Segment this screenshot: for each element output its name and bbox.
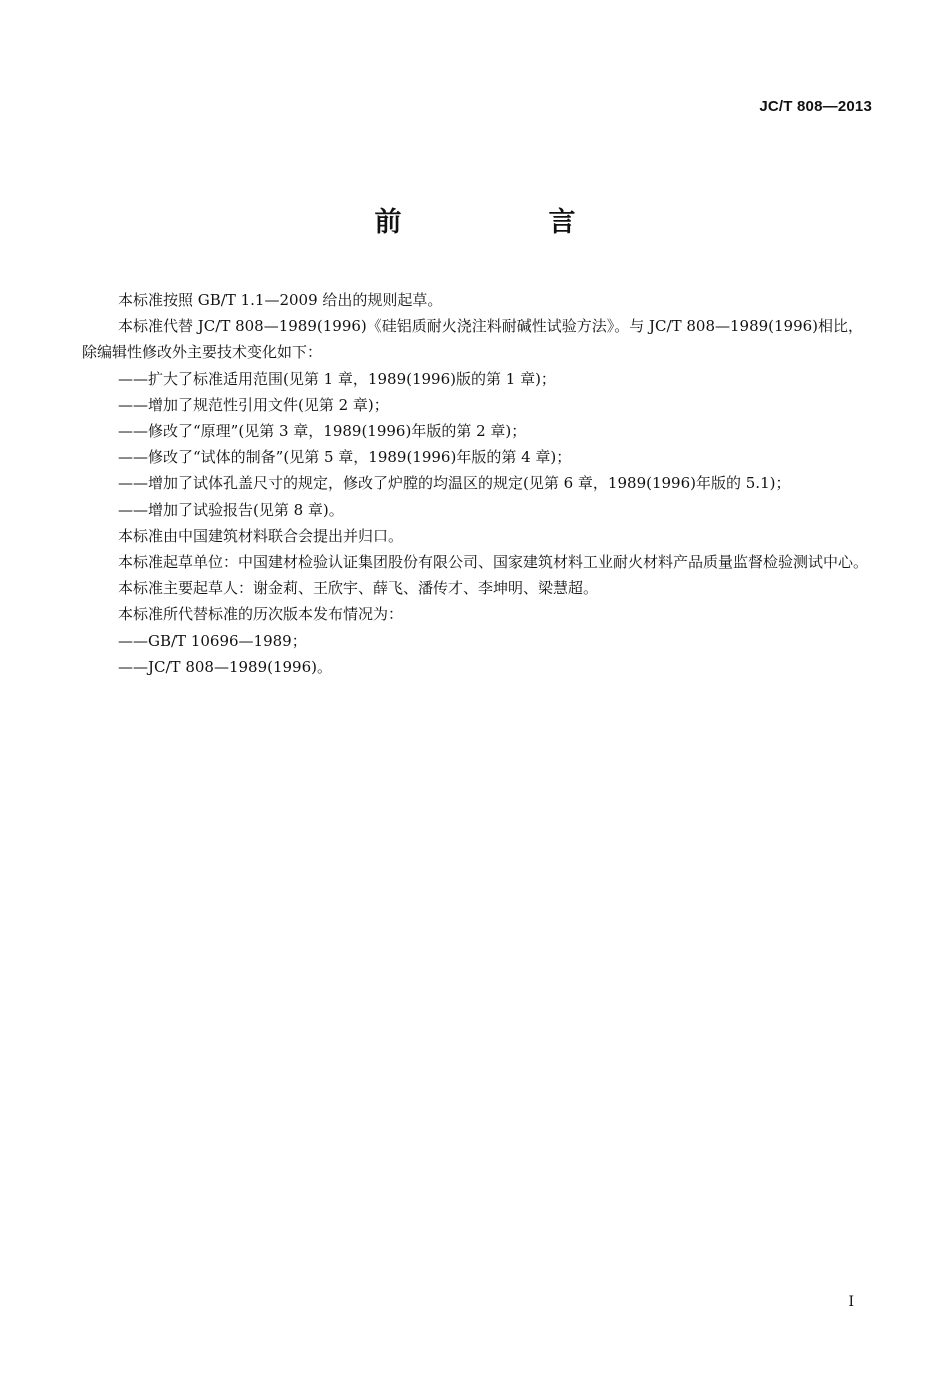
standard-code: JC/T 808—2013 bbox=[759, 98, 872, 115]
page-number: I bbox=[848, 1294, 854, 1310]
change-item: ——增加了试体孔盖尺寸的规定，修改了炉膛的均温区的规定(见第 6 章，1989(1996)年版的 5.1)； bbox=[118, 474, 791, 493]
paragraph-proposer: 本标准由中国建筑材料联合会提出并归口。 bbox=[118, 526, 404, 545]
change-item: ——修改了“原理”(见第 3 章，1989(1996)年版的第 2 章)； bbox=[118, 422, 527, 441]
change-item: ——修改了“试体的制备”(见第 5 章，1989(1996)年版的第 4 章)； bbox=[118, 448, 572, 467]
paragraph-replacement: 本标准代替 JC/T 808—1989(1996)《硅铝质耐火浇注料耐碱性试验方法》。与 JC/T 808—1989(1996)相比，除编辑性修改外主要技术变化如下： bbox=[82, 317, 864, 362]
change-item: ——扩大了标准适用范围(见第 1 章，1989(1996)版的第 1 章)； bbox=[118, 369, 556, 388]
foreword-body bbox=[82, 287, 872, 680]
paragraph-drafters: 本标准主要起草人：谢金莉、王欣宇、薛飞、潘传才、李坤明、梁慧超。 bbox=[118, 579, 599, 598]
history-item: ——JC/T 808—1989(1996)。 bbox=[118, 657, 332, 676]
history-item: ——GB/T 10696—1989； bbox=[118, 631, 307, 650]
paragraph-drafting-rules: 本标准按照 GB/T 1.1—2009 给出的规则起草。 bbox=[118, 291, 443, 309]
paragraph-drafting-units: 本标准起草单位：中国建材检验认证集团股份有限公司、国家建筑材料工业耐火材料产品质量监督检验测试中心。 bbox=[118, 553, 869, 572]
change-item: ——增加了试验报告(见第 8 章)。 bbox=[118, 500, 344, 519]
page-title: 前 言 bbox=[374, 207, 636, 238]
change-item: ——增加了规范性引用文件(见第 2 章)； bbox=[118, 395, 389, 414]
paragraph-history-intro: 本标准所代替标准的历次版本发布情况为： bbox=[118, 605, 404, 624]
